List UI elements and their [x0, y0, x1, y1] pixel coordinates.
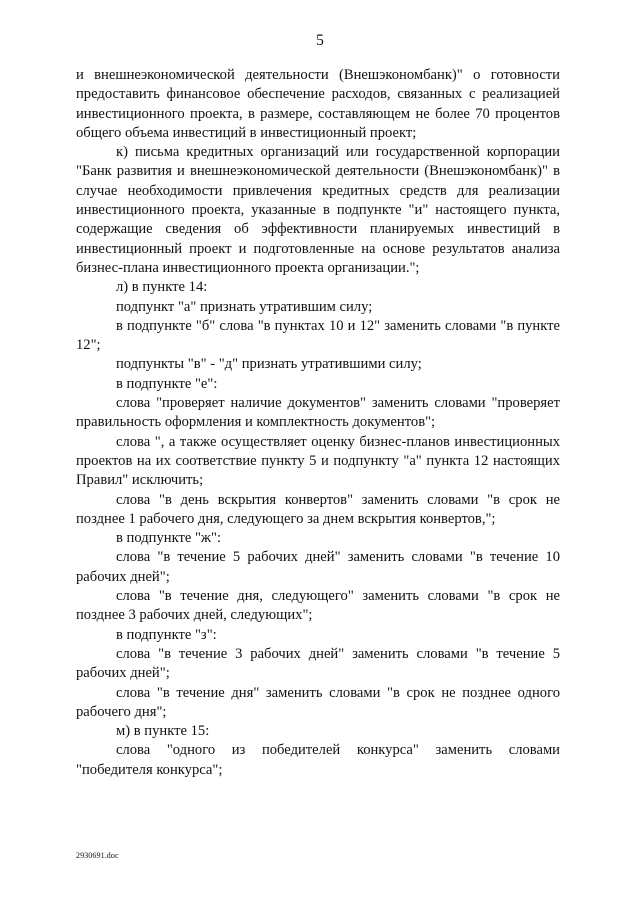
paragraph-continuation: и внешнеэкономической деятельности (Внешэкономбанк)" о готовности предоставить финансовое обеспечение расходов, связанных с реализацией инвестиционного проекта, в размере, составляющем не более 70 процентов общего объема инвестиций в инвестиционный проект; — [76, 67, 560, 141]
paragraph: слова ", а также осуществляет оценку бизнес-планов инвестиционных проектов на их соответствие пункту 5 и подпункту "а" пункта 12 настоящих Правил" исключить; — [76, 433, 560, 489]
paragraph: слова "в течение дня, следующего" заменить словами "в срок не позднее 3 рабочих дней, следующих"; — [76, 588, 560, 624]
paragraph: слова "в течение 3 рабочих дней" заменить словами "в течение 5 рабочих дней"; — [76, 645, 560, 682]
paragraph: в подпункте "ж": — [116, 530, 222, 547]
paragraph-item-m: м) в пункте 15: — [116, 723, 210, 740]
paragraph: слова "в течение дня" заменить словами "в срок не позднее одного рабочего дня"; — [76, 684, 560, 720]
paragraph: подпункт "а" признать утратившим силу; — [116, 298, 373, 315]
paragraph: слова "в течение 5 рабочих дней" заменить словами "в течение 10 рабочих дней"; — [76, 549, 560, 585]
paragraph: слова "одного из победителей конкурса" заменить словами "победителя конкурса"; — [76, 742, 560, 778]
paragraph: подпункты "в" - "д" признать утратившими силу; — [116, 356, 422, 373]
paragraph: в подпункте "з": — [116, 626, 217, 643]
paragraph: в подпункте "е": — [116, 375, 218, 392]
paragraph: слова "в день вскрытия конвертов" заменить словами "в срок не позднее 1 рабочего дня, следующего за днем вскрытия конвертов,"; — [76, 491, 560, 527]
document-file-code: 2930691.doc — [76, 851, 119, 860]
page-number: 5 — [316, 32, 324, 49]
paragraph-item-k: к) письма кредитных организаций или государственной корпорации "Банк развития и внешнеэкономической деятельности (Внешэкономбанк)" в случае необходимости привлечения кредитных средств для реализации инвестиционного проекта, указанные в подпункте "и" настоящего пункта, содержащие сведения об эффективности планируемых инвестиций в инвестиционный проект и подготовленные на основе результатов анализа бизнес-плана инвестиционного проекта организации."; — [76, 144, 560, 276]
document-body — [76, 66, 560, 780]
paragraph: в подпункте "б" слова "в пунктах 10 и 12" заменить словами "в пункте 12"; — [76, 317, 560, 354]
paragraph-item-l: л) в пункте 14: — [116, 279, 208, 296]
paragraph: слова "проверяет наличие документов" заменить словами "проверяет правильность оформления и комплектность документов"; — [76, 395, 560, 431]
